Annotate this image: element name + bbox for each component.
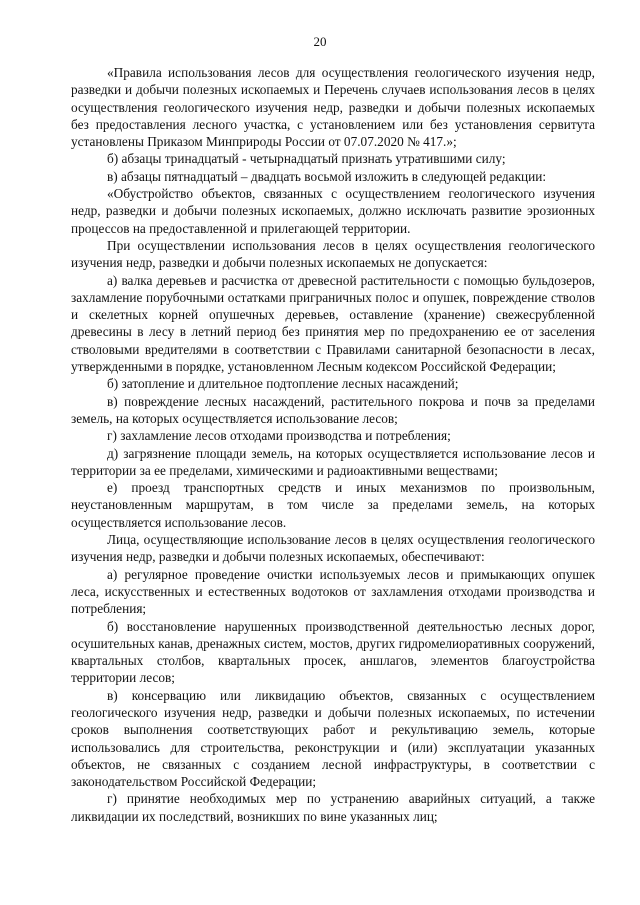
- paragraph-prohibition-b: б) затопление и длительное подтопление лесных насаждений;: [107, 376, 459, 392]
- paragraph-prohibitions-intro: При осуществлении использования лесов в целях осуществления геологического изучения недр, разведки и добычи полезных ископаемых не допускается:: [71, 237, 595, 271]
- paragraph-item-b-repeal: б) абзацы тринадцатый - четырнадцатый признать утратившими силу;: [107, 151, 506, 167]
- paragraph-prohibition-g: г) захламление лесов отходами производства и потребления;: [107, 428, 451, 444]
- paragraph-obligations-intro: Лица, осуществляющие использование лесов в целях осуществления геологического изучения недр, разведки и добычи полезных ископаемых, обеспечивают:: [71, 532, 595, 565]
- paragraph-rules-quote: «Правила использования лесов для осуществления геологического изучения недр, разведки и добычи полезных ископаемых и Перечень случаев использования лесов в целях осуществления геологического изучения недр, разведки и добычи полезных ископаемых без предоставления лесного участка, с установлением или без установления сервитута установлены Приказом Минприроды России от 07.07.2020 № 417.»;: [71, 65, 595, 150]
- paragraph-prohibition-a: а) валка деревьев и расчистка от древесной растительности с помощью бульдозеров, захламление порубочными остатками приграничных полос и опушек, повреждение стволов и скелетных корней опушечных деревьев, оставление (хранение) свежесрубленной древесины в лесу в летний период без принятия мер по предохранению ее от заселения стволовыми вредителями в соответствии с Правилами санитарной безопасности в лесах, утвержденными в порядке, установленном Лесным кодексом Российской Федерации;: [71, 272, 595, 375]
- paragraph-prohibition-d: д) загрязнение площади земель, на которых осуществляется использование лесов и территории за ее пределами, химическими и радиоактивными веществами;: [71, 445, 595, 478]
- paragraph-obligation-v: в) консервацию или ликвидацию объектов, связанных с осуществлением геологического изучения недр, разведки и добычи полезных ископаемых, по истечении сроков выполнения соответствующих работ и рекультивацию земель, которые использовались для строительства, реконструкции и (или) эксплуатации указанных объектов, не связанных с созданием лесной инфраструктуры, в соответствии с законодательством Российской Федерации;: [71, 687, 595, 790]
- paragraph-obligation-b: б) восстановление нарушенных производственной деятельностью лесных дорог, осушительных канав, дренажных систем, мостов, других гидромелиоративных сооружений, квартальных столбов, квартальных просек, аншлагов, элементов благоустройства территории лесов;: [71, 618, 595, 686]
- document-body: [71, 64, 595, 825]
- paragraph-arrangement-of-objects: «Обустройство объектов, связанных с осуществлением геологического изучения недр, разведки и добычи полезных ископаемых, должно исключать развитие эрозионных процессов на предоставленной и прилегающей территории.: [71, 186, 595, 236]
- paragraph-obligation-g: г) принятие необходимых мер по устранению аварийных ситуаций, а также ликвидации их последствий, возникших по вине указанных лиц;: [71, 791, 595, 824]
- paragraph-prohibition-e: е) проезд транспортных средств и иных механизмов по произвольным, неустановленным маршрутам, в том числе за пределами земель, на которых осуществляется использование лесов.: [71, 480, 595, 530]
- paragraph-item-v-new-edition: в) абзацы пятнадцатый – двадцать восьмой изложить в следующей редакции:: [107, 168, 547, 184]
- paragraph-prohibition-v: в) повреждение лесных насаждений, растительного покрова и почв за пределами земель, на которых осуществляется использование лесов;: [71, 393, 595, 426]
- paragraph-obligation-a: а) регулярное проведение очистки используемых лесов и примыкающих опушек леса, искусственных и естественных водотоков от захламления отходами производства и потребления;: [71, 566, 595, 617]
- page-number: 20: [313, 34, 327, 49]
